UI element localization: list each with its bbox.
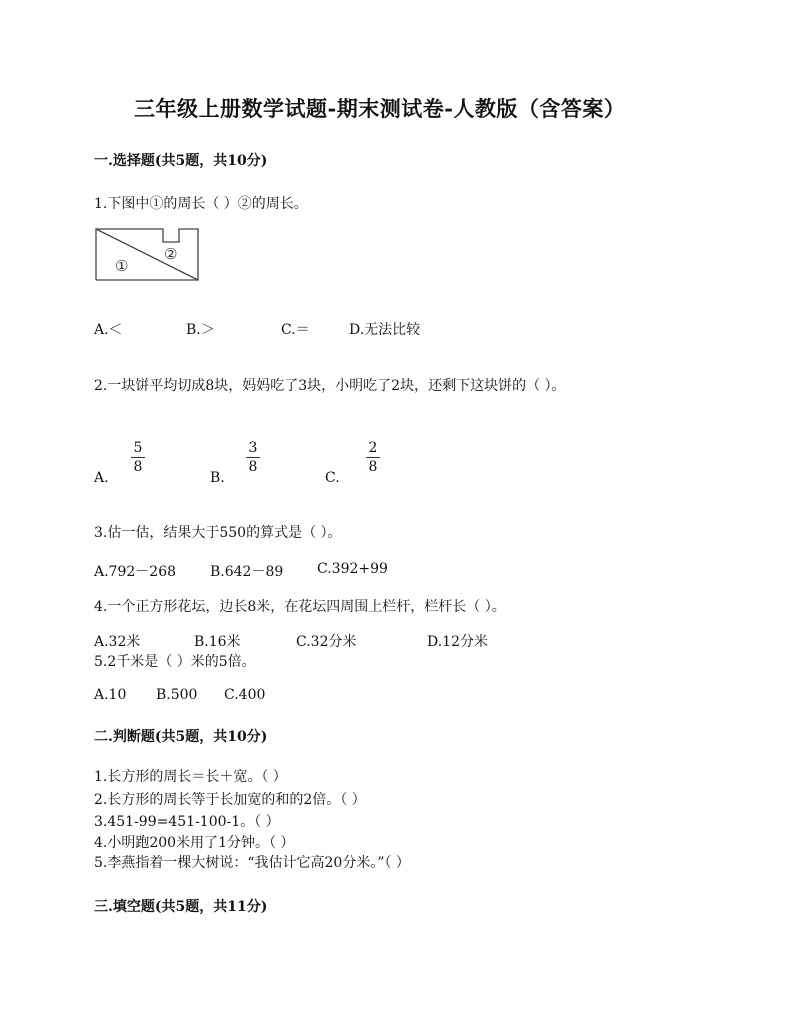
q4-option-b[interactable]: B.16米 bbox=[194, 634, 241, 650]
tf-question-1: 1.长方形的周长＝长＋宽。（ ） bbox=[94, 769, 287, 785]
fraction-numerator: 2 bbox=[366, 440, 380, 458]
q2-option-b[interactable]: B. bbox=[210, 470, 225, 486]
section-heading-fill-blank: 三.填空题(共5题，共11分) bbox=[94, 899, 268, 915]
section-heading-choice: 一.选择题(共5题，共10分) bbox=[94, 153, 268, 169]
section-heading-true-false: 二.判断题(共5题，共10分) bbox=[94, 729, 268, 745]
q1-option-c[interactable]: C.＝ bbox=[281, 322, 310, 338]
fraction-denominator: 8 bbox=[248, 459, 258, 475]
fraction-numerator: 5 bbox=[131, 440, 145, 458]
q3-option-b[interactable]: B.642－89 bbox=[210, 564, 284, 580]
fraction-numerator: 3 bbox=[246, 440, 260, 458]
q1-option-d[interactable]: D.无法比较 bbox=[349, 322, 421, 338]
question-2: 2.一块饼平均切成8块，妈妈吃了3块，小明吃了2块，还剩下这块饼的（ ）。 bbox=[94, 378, 566, 394]
q1-option-a[interactable]: A.＜ bbox=[94, 322, 123, 338]
q3-option-a[interactable]: A.792－268 bbox=[94, 564, 177, 580]
tf-question-2: 2.长方形的周长等于长加宽的和的2倍。（ ） bbox=[94, 792, 366, 808]
figure-diagonal bbox=[96, 229, 198, 280]
q2-fraction-a bbox=[131, 440, 145, 475]
q5-option-c[interactable]: C.400 bbox=[224, 687, 266, 703]
tf-question-5: 5.李燕指着一棵大树说：“我估计它高20分米。”（ ） bbox=[94, 855, 410, 871]
question-4: 4.一个正方形花坛，边长8米，在花坛四周围上栏杆，栏杆长（ ）。 bbox=[94, 599, 506, 615]
q4-option-c[interactable]: C.32分米 bbox=[296, 634, 357, 650]
page-title: 三年级上册数学试题-期末测试卷-人教版（含答案） bbox=[134, 96, 626, 121]
question-5: 5.2千米是（ ）米的5倍。 bbox=[94, 654, 256, 670]
q1-option-b[interactable]: B.＞ bbox=[186, 322, 215, 338]
fraction-denominator: 8 bbox=[133, 459, 143, 475]
q2-fraction-c bbox=[366, 440, 380, 475]
tf-question-3: 3.451-99=451-100-1。（ ） bbox=[94, 814, 280, 830]
region-2-label: ② bbox=[164, 245, 178, 263]
q4-option-a[interactable]: A.32米 bbox=[94, 634, 141, 650]
q3-option-c[interactable]: C.392+99 bbox=[317, 561, 388, 577]
q5-option-b[interactable]: B.500 bbox=[156, 687, 198, 703]
q2-option-c[interactable]: C. bbox=[325, 470, 340, 486]
q5-option-a[interactable]: A.10 bbox=[94, 687, 127, 703]
q2-fraction-b bbox=[246, 440, 260, 475]
fraction-denominator: 8 bbox=[368, 459, 378, 475]
q4-option-d[interactable]: D.12分米 bbox=[427, 634, 488, 650]
perimeter-figure bbox=[95, 226, 201, 282]
question-1: 1.下图中①的周长（ ）②的周长。 bbox=[94, 196, 308, 212]
tf-question-4: 4.小明跑200米用了1分钟。（ ） bbox=[94, 835, 295, 851]
region-1-label: ① bbox=[115, 257, 129, 275]
question-3: 3.估一估，结果大于550的算式是（ ）。 bbox=[94, 525, 342, 541]
q2-option-a[interactable]: A. bbox=[94, 470, 109, 486]
